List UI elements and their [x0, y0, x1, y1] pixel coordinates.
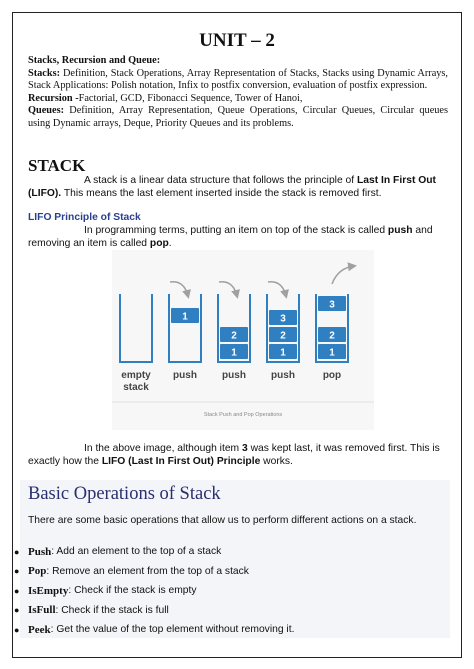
stack-item	[269, 344, 297, 359]
syllabus-stacks: Stacks: Definition, Stack Operations, Array Representation of Stacks, Stacks using Dynamic Arrays, Stack Applications: Polish notation, Infix to postfix conversion, evaluation of postfix expression.	[28, 67, 448, 92]
list-item: ● Peek : Get the value of the top element without removing it.	[14, 623, 295, 636]
stack-container-push1	[169, 294, 201, 362]
label-stack: stack	[123, 382, 149, 393]
syllabus-queues: Queues: Definition, Array Representation, Queue Operations, Circular Queues, Circular queues using Dynamic arrays, Deque, Priority Queues and its problems.	[28, 105, 448, 129]
basic-ops-intro: There are some basic operations that allow us to perform different actions on a stack.	[28, 515, 417, 526]
stack-item	[220, 344, 248, 359]
bullet-icon: ●	[14, 546, 20, 557]
svg-text:3: 3	[329, 299, 335, 311]
lifo-heading: LIFO Principle of Stack	[28, 212, 141, 223]
stack-heading: STACK	[28, 156, 86, 175]
svg-text:2: 2	[280, 330, 286, 342]
bullet-icon: ●	[14, 605, 20, 616]
svg-text:3: 3	[280, 313, 286, 325]
lifo-paragraph: In programming terms, putting an item on top of the stack is called push and removing an item is called pop.	[28, 225, 433, 249]
svg-text:1: 1	[182, 311, 188, 323]
stack-intro: A stack is a linear data structure that follows the principle of Last In First Out (LIFO). This means the last element inserted inside the stack is removed first.	[28, 175, 436, 199]
label-push: push	[222, 370, 246, 381]
label-push: push	[173, 370, 197, 381]
list-item: ● IsEmpty : Check if the stack is empty	[14, 584, 197, 597]
svg-text:1: 1	[329, 347, 335, 359]
label-empty: empty	[121, 370, 151, 381]
stack-item	[269, 327, 297, 342]
syllabus-block	[28, 55, 448, 131]
bullet-icon: ●	[14, 585, 20, 596]
figure-caption: Stack Push and Pop Operations	[203, 412, 283, 418]
pop-arrow-icon	[332, 266, 354, 284]
after-figure-paragraph: In the above image, although item 3 was kept last, it was removed first. This is exactly how the LIFO (Last In First Out) Principle works.	[28, 443, 440, 467]
stack-item	[318, 344, 346, 359]
stack-item	[220, 327, 248, 342]
bullet-icon: ●	[14, 566, 20, 577]
stack-item	[269, 310, 297, 325]
list-item: ● Pop : Remove an element from the top of a stack	[14, 565, 249, 578]
stack-item	[318, 327, 346, 342]
svg-text:1: 1	[231, 347, 237, 359]
label-push: push	[271, 370, 295, 381]
svg-text:2: 2	[329, 330, 335, 342]
syllabus-heading: Stacks, Recursion and Queue:	[28, 55, 161, 66]
syllabus-recursion: Recursion -Factorial, GCD, Fibonacci Sequence, Tower of Hanoi,	[28, 92, 303, 104]
push-arrow-icon	[219, 282, 237, 296]
stack-figure	[112, 250, 374, 430]
stack-container-empty	[120, 294, 152, 362]
list-item: ● Push : Add an element to the top of a stack	[14, 545, 222, 558]
operations-list	[14, 542, 454, 640]
bullet-icon: ●	[14, 624, 20, 635]
stack-item	[318, 296, 346, 311]
push-arrow-icon	[268, 282, 286, 296]
page-title: UNIT – 2	[199, 30, 275, 51]
list-item: ● IsFull : Check if the stack is full	[14, 604, 169, 617]
svg-text:1: 1	[280, 347, 286, 359]
basic-ops-heading: Basic Operations of Stack	[28, 484, 221, 504]
label-pop: pop	[322, 370, 342, 381]
push-arrow-icon	[170, 282, 188, 296]
svg-text:2: 2	[231, 330, 237, 342]
stack-item	[171, 308, 199, 323]
